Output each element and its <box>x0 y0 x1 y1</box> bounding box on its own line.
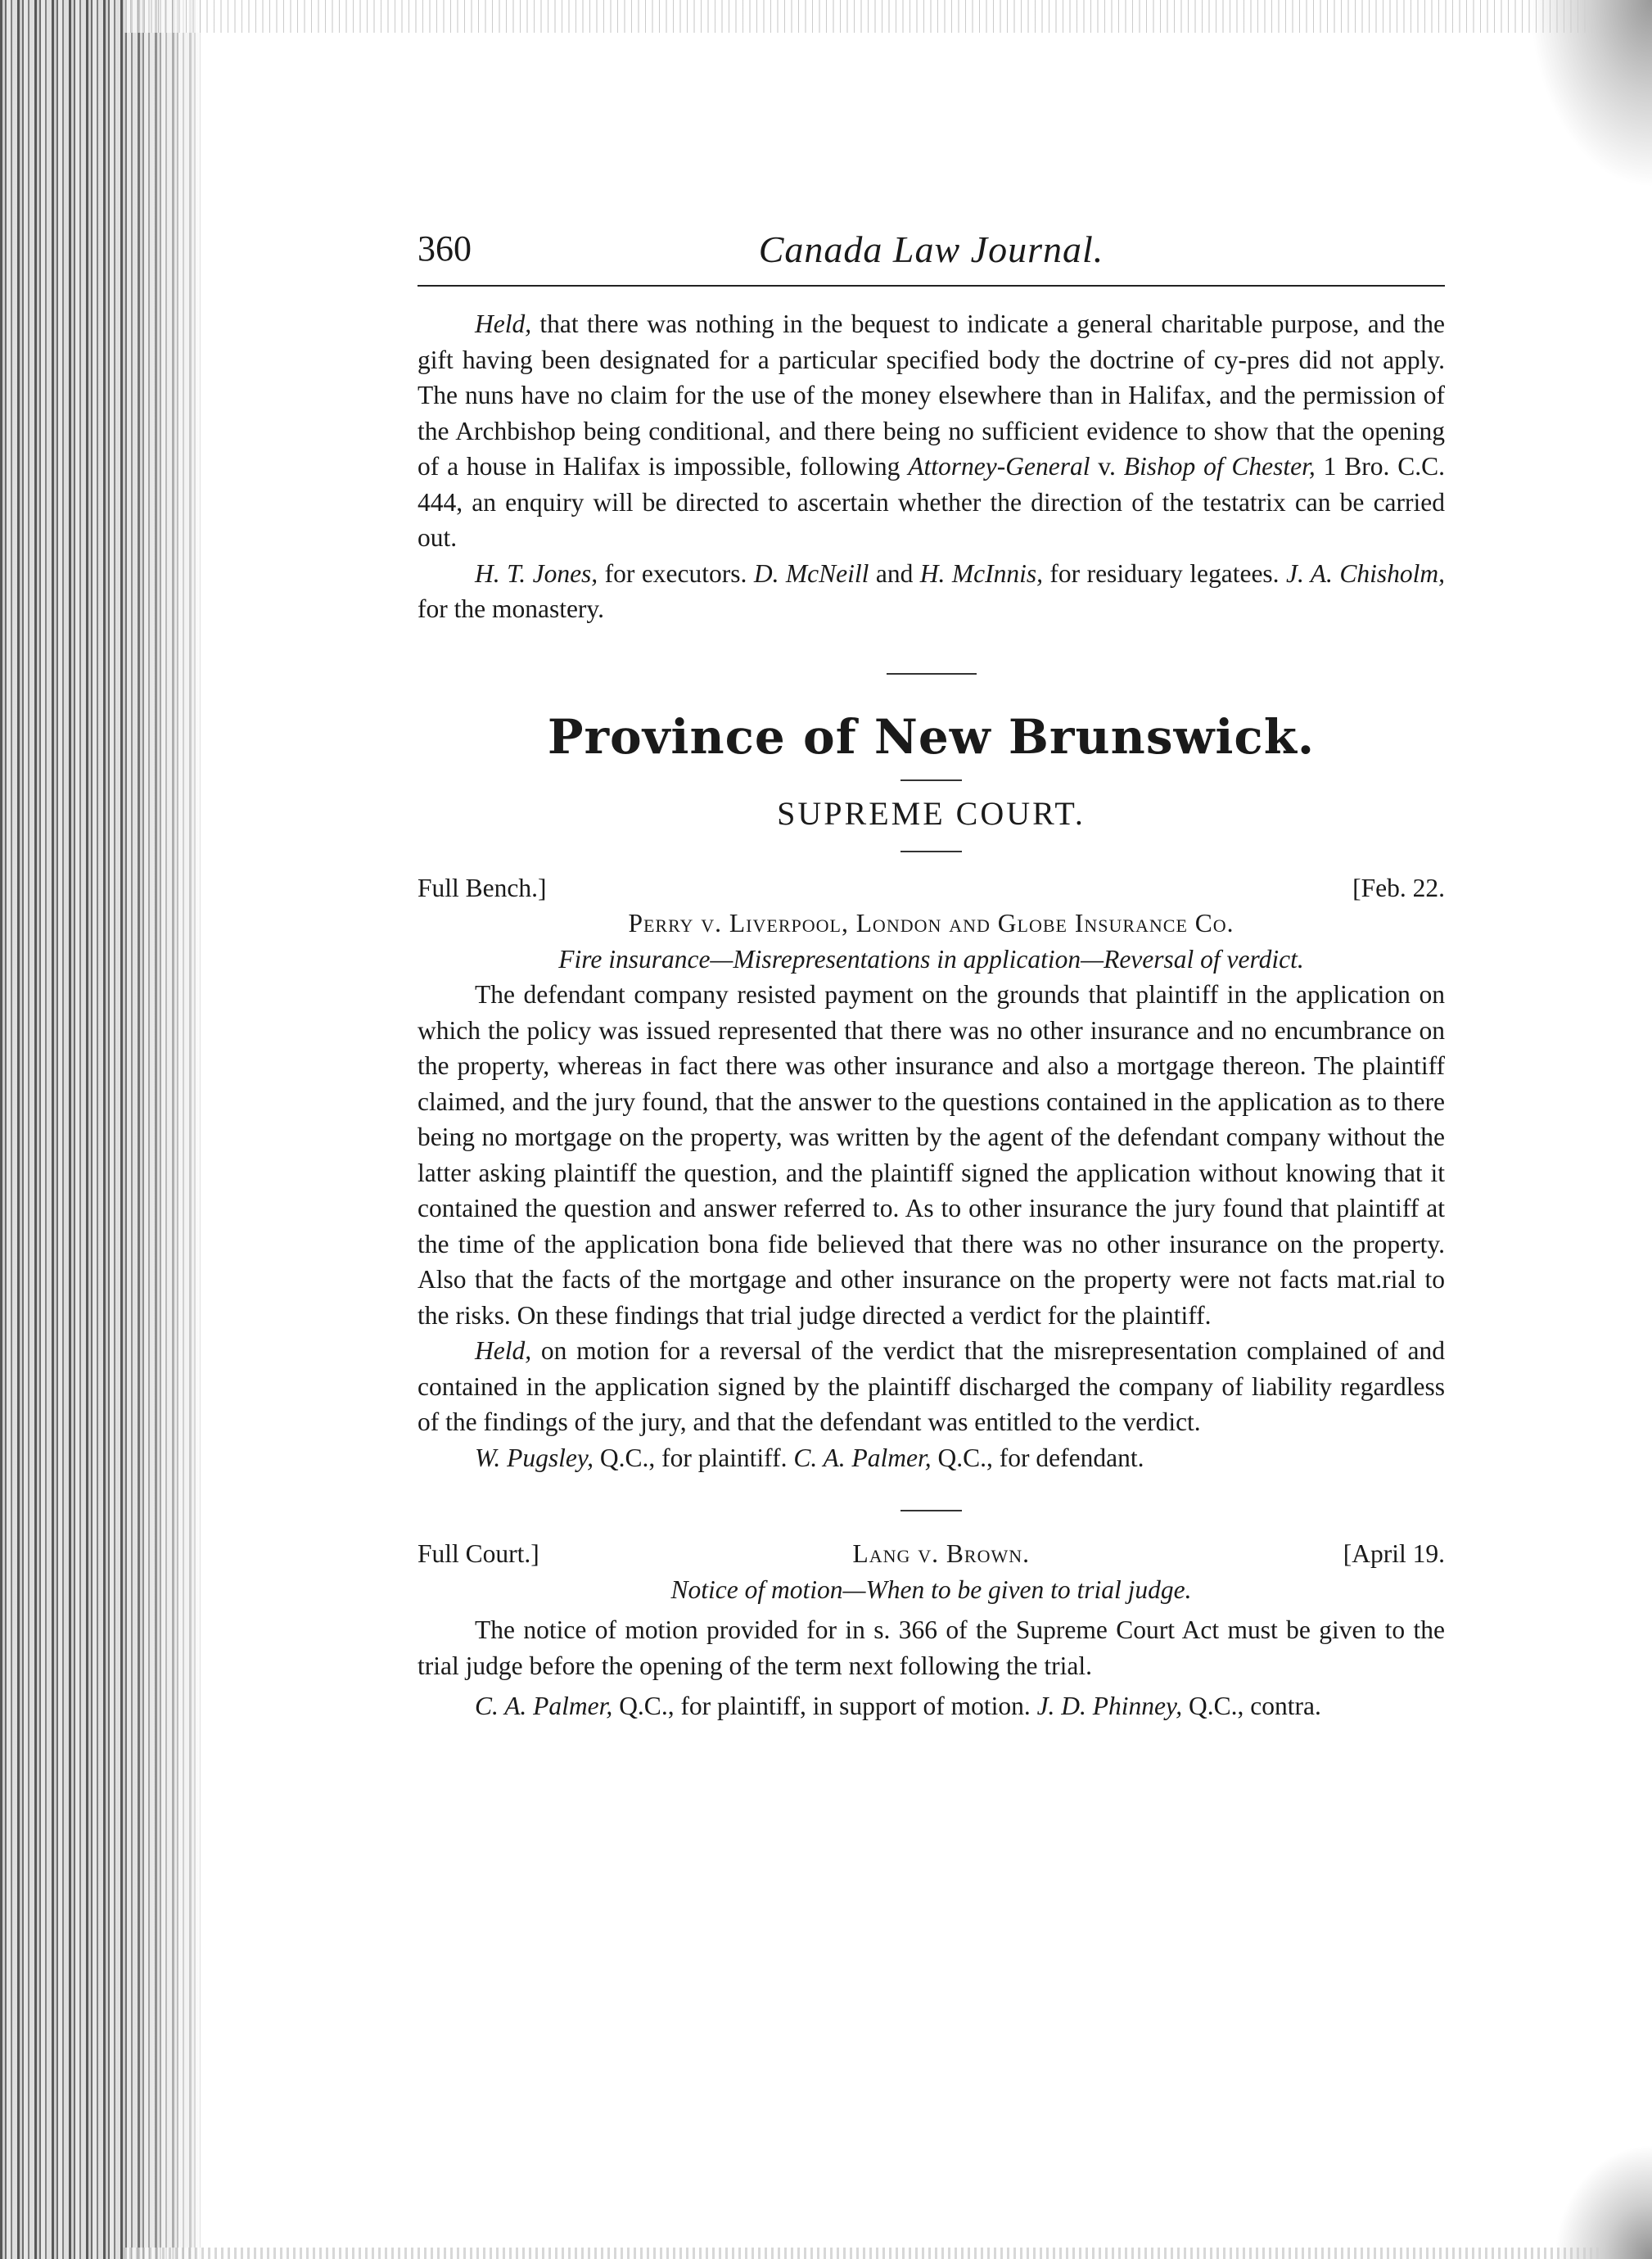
scan-corner-bottom-right <box>1554 2144 1652 2259</box>
citation-rest: 1 Bro. C.C. 444, an enquiry will be directed to ascertain whether the direction of the testatrix can be carried out. <box>418 452 1445 552</box>
journal-page <box>418 221 1445 1724</box>
held-paragraph <box>418 1333 1445 1440</box>
court-name: Full Court.] <box>418 1539 539 1568</box>
scan-top-edge <box>123 0 1652 33</box>
divider <box>900 851 962 852</box>
case-subject: Notice of motion—When to be given to trial judge. <box>670 1575 1192 1604</box>
counsel-role: for residuary legatees. <box>1042 558 1287 588</box>
counsel-name: J. A. Chisholm, <box>1286 558 1445 588</box>
counsel-role: Q.C., for plaintiff. <box>593 1443 794 1472</box>
counsel-role: Q.C., for defendant. <box>931 1443 1144 1472</box>
held-paragraph <box>418 306 1445 556</box>
counsel-paragraph <box>418 1440 1445 1476</box>
decision-date: [April 19. <box>1343 1539 1445 1568</box>
province-heading: Province of New Brunswick. <box>547 708 1316 765</box>
counsel-paragraph <box>418 1688 1445 1724</box>
counsel-role: Q.C., contra. <box>1182 1692 1321 1720</box>
counsel-and: and <box>869 558 920 588</box>
page-header <box>418 221 1445 287</box>
case-title: Lang v. Brown. <box>852 1539 1031 1568</box>
scan-corner-top-right <box>1529 0 1652 188</box>
counsel-name: H. McInnis, <box>919 558 1043 588</box>
case-perry-v-liverpool <box>418 870 1445 1476</box>
counsel-name: J. D. Phinney, <box>1036 1692 1183 1720</box>
counsel-name: H. T. Jones, <box>475 558 598 588</box>
cited-v: v. <box>1090 452 1124 481</box>
counsel-name: C. A. Palmer, <box>475 1692 613 1720</box>
held-text: that there was nothing in the bequest to indicate a general charitable purpose, and the gift having been designated for a particular specified body the doctrine of cy-pres did not apply. The nuns have no claim for the use of the money elsewhere than in Halifax, and the permission of the Archbishop being conditional, and there being no sufficient evidence to show that the opening of a house in Halifax is impossible, following <box>418 309 1445 481</box>
page-number: 360 <box>418 228 472 269</box>
counsel-name: W. Pugsley, <box>475 1443 594 1472</box>
prior-case-continuation <box>418 306 1445 627</box>
case-lang-v-brown <box>418 1536 1445 1724</box>
case-title: Perry v. Liverpool, London and Globe Insurance Co. <box>628 909 1234 937</box>
cited-case-a: Attorney-General <box>908 452 1090 481</box>
divider <box>900 779 962 781</box>
binding-shadow <box>123 0 221 2259</box>
case-header-line <box>418 1536 1445 1572</box>
held-label: Held, <box>475 309 532 338</box>
cited-case-b: Bishop of Chester, <box>1123 452 1316 481</box>
counsel-name: D. McNeill <box>753 558 869 588</box>
case-header-line <box>418 870 1445 906</box>
court-heading: SUPREME COURT. <box>777 794 1086 832</box>
case-divider <box>900 1510 962 1511</box>
counsel-name: C. A. Palmer, <box>793 1443 932 1472</box>
case-body: The defendant company resisted payment on the grounds that plaintiff in the application on which the policy was issued represented that there was no other insurance and no encumbrance on the property, whereas in fact there was other insurance and also a mortgage thereon. The plaintiff claimed, and the jury found, that the answer to the questions contained in the application as to there being no mortgage on the property, was written by the agent of the defendant company without the latter asking plaintiff the question, and the plaintiff signed the application without knowing that it contained the question and answer referred to. As to other insurance the jury found that plaintiff at the time of the application bona fide believed that there was no other insurance on the property. Also that the facts of the mortgage and other insurance on the property were not facts mat.rial to the risks. On these findings that trial judge directed a verdict for the plaintiff. <box>418 980 1445 1330</box>
section-divider <box>887 673 977 675</box>
case-subject: Fire insurance—Misrepresentations in application—Reversal of verdict. <box>558 944 1304 974</box>
held-label: Held, <box>475 1336 532 1365</box>
scan-bottom-edge <box>123 2248 1652 2259</box>
counsel-paragraph <box>418 556 1445 627</box>
decision-date: [Feb. 22. <box>1352 873 1445 902</box>
counsel-role: for the monastery. <box>418 594 605 623</box>
counsel-role: Q.C., for plaintiff, in support of motion. <box>612 1692 1037 1720</box>
case-body: The notice of motion provided for in s. 366 of the Supreme Court Act must be given to the trial judge before the opening of the term next following the trial. <box>418 1615 1445 1680</box>
counsel-role: for executors. <box>598 558 754 588</box>
journal-title: Canada Law Journal. <box>758 228 1104 270</box>
held-text: on motion for a reversal of the verdict that the misrepresentation complained of and contained in the application signed by the plaintiff discharged the company of liability regardless of the findings of the jury, and that the defendant was entitled to the verdict. <box>418 1336 1445 1436</box>
court-name: Full Bench.] <box>418 873 547 902</box>
